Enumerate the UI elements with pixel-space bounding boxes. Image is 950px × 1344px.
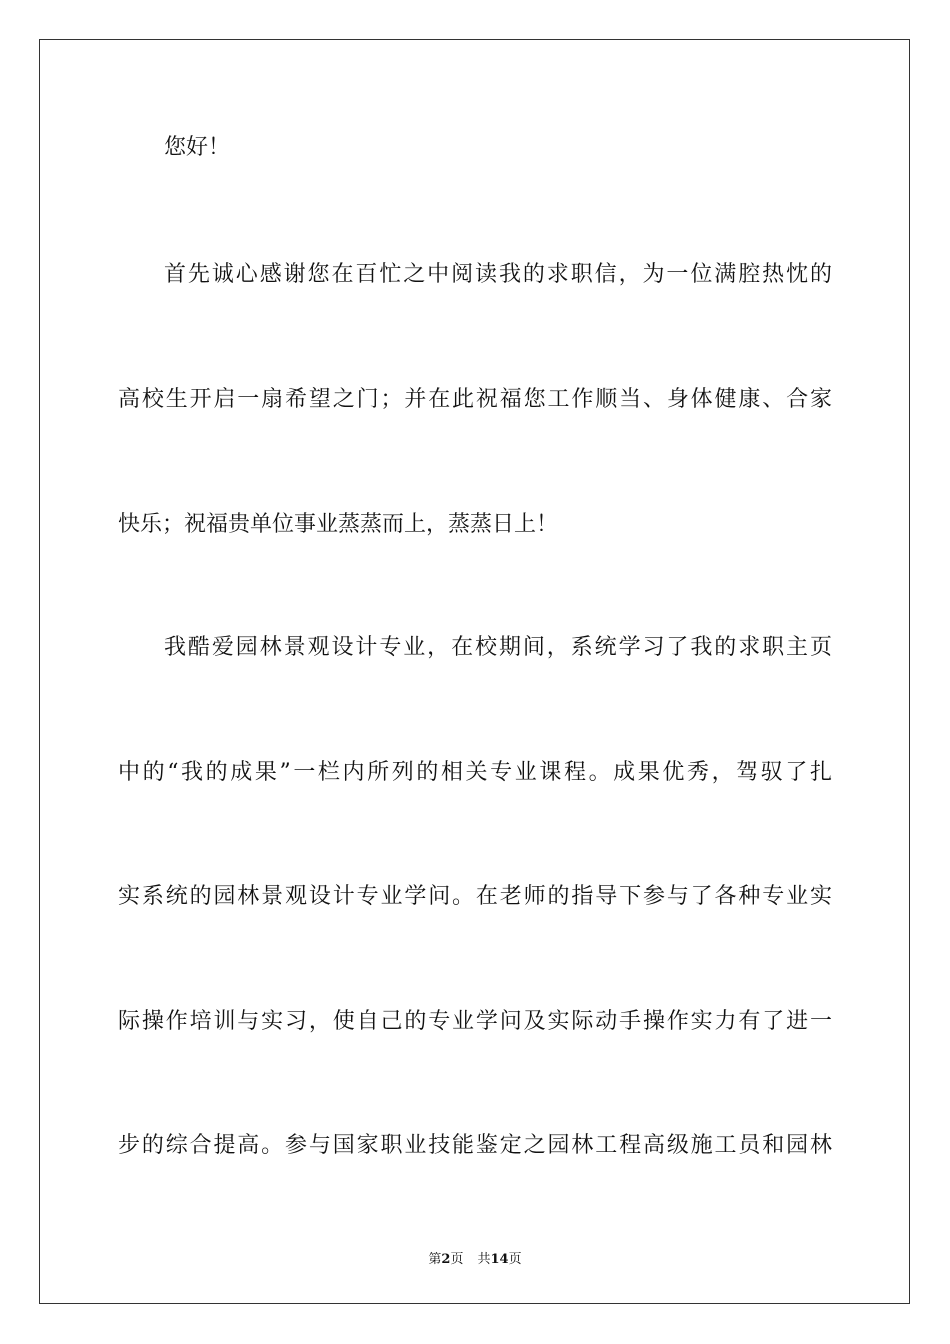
page-frame bbox=[39, 39, 910, 1304]
paragraph-line: 步的综合提高。参与国家职业技能鉴定之园林工程高级施工员和园林 bbox=[118, 1133, 832, 1158]
footer-page-prefix: 第 bbox=[428, 1252, 442, 1267]
page-footer bbox=[0, 1248, 950, 1267]
paragraph-line: 际操作培训与实习，使自己的专业学问及实际动手操作实力有了进一 bbox=[118, 1009, 832, 1034]
paragraph-line: 中的“我的成果”一栏内所列的相关专业课程。成果优秀，驾驭了扎 bbox=[118, 760, 832, 785]
footer-total-prefix: 共 bbox=[477, 1252, 491, 1267]
paragraph-line: 快乐；祝福贵单位事业蒸蒸而上，蒸蒸日上！ bbox=[118, 512, 559, 537]
paragraph-line: 我酷爱园林景观设计专业，在校期间，系统学习了我的求职主页 bbox=[164, 635, 832, 660]
greeting-line: 您好！ bbox=[164, 135, 231, 160]
paragraph-line: 高校生开启一扇希望之门；并在此祝福您工作顺当、身体健康、合家 bbox=[118, 387, 832, 412]
footer-page-number: 2 bbox=[441, 1252, 451, 1267]
paragraph-line: 实系统的园林景观设计专业学问。在老师的指导下参与了各种专业实 bbox=[118, 884, 832, 909]
footer-page-suffix: 页 bbox=[450, 1252, 464, 1267]
footer-total-suffix: 页 bbox=[508, 1252, 522, 1267]
footer-total-number: 14 bbox=[490, 1252, 509, 1267]
paragraph-line: 首先诚心感谢您在百忙之中阅读我的求职信，为一位满腔热忱的 bbox=[164, 262, 832, 287]
